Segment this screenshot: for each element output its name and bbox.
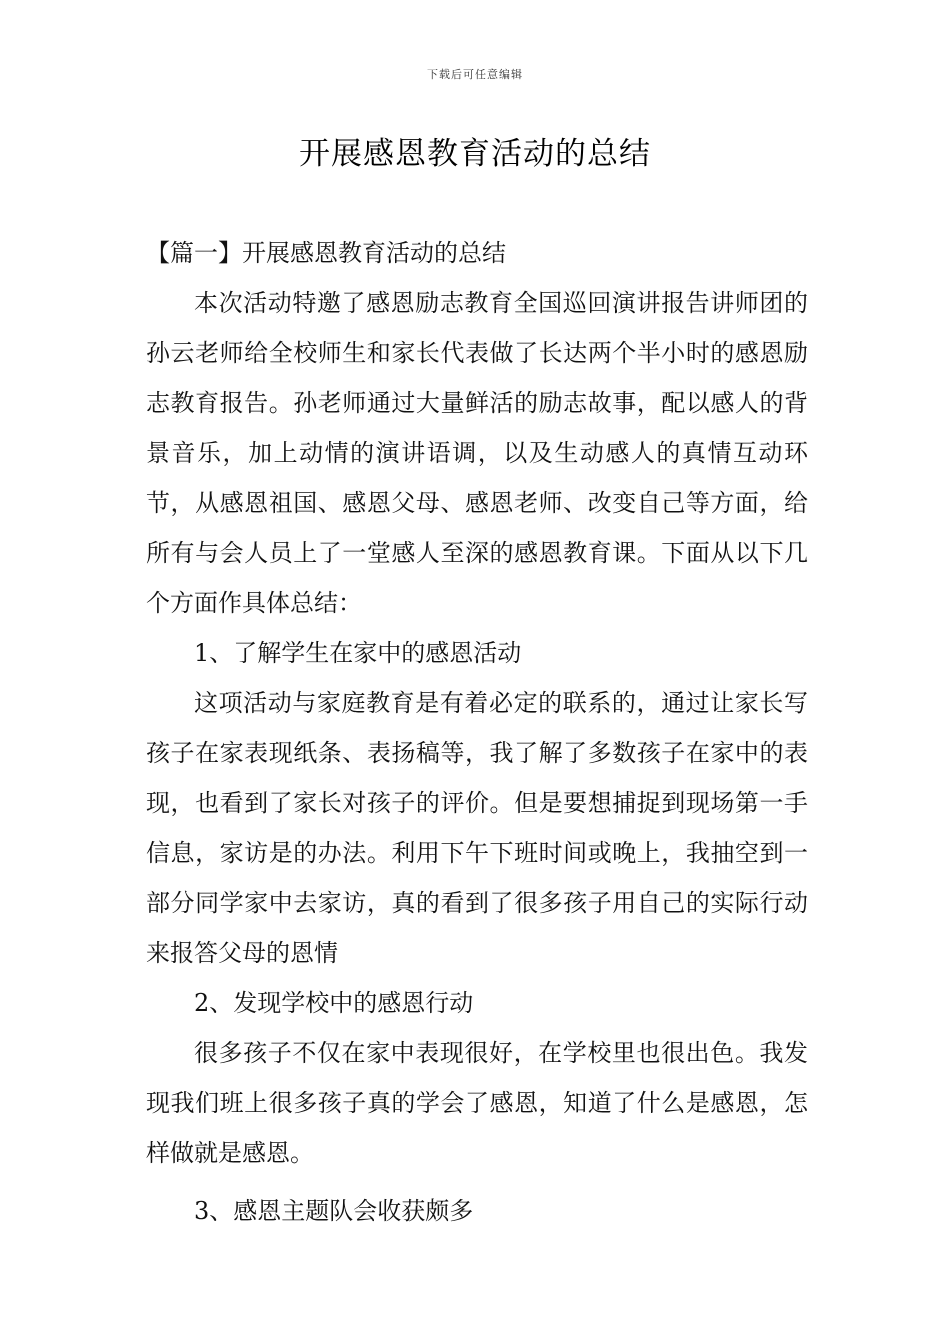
heading-1: 1、了解学生在家中的感恩活动	[194, 639, 522, 667]
body-paragraph-2: 很多孩子不仅在家中表现很好，在学校里也很出色。我发现我们班上很多孩子真的学会了感恩，知道了什么是感恩，怎样做就是感恩。	[146, 1039, 808, 1167]
section-label: 【篇一】开展感恩教育活动的总结	[146, 239, 506, 267]
body-paragraph-1: 这项活动与家庭教育是有着必定的联系的，通过让家长写孩子在家表现纸条、表扬稿等，我了解了多数孩子在家中的表现，也看到了家长对孩子的评价。但是要想捕捉到现场第一手信息，家访是的办法。利用下午下班时间或晚上，我抽空到一部分同学家中去家访，真的看到了很多孩子用自己的实际行动来报答父母的恩情	[146, 689, 808, 967]
intro-paragraph: 本次活动特邀了感恩励志教育全国巡回演讲报告讲师团的孙云老师给全校师生和家长代表做了长达两个半小时的感恩励志教育报告。孙老师通过大量鲜活的励志故事，配以感人的背景音乐，加上动情的演讲语调，以及生动感人的真情互动环节，从感恩祖国、感恩父母、感恩老师、改变自己等方面，给所有与会人员上了一堂感人至深的感恩教育课。下面从以下几个方面作具体总结：	[146, 289, 808, 617]
document-title: 开展感恩教育活动的总结	[299, 136, 651, 172]
header-note: 下载后可任意编辑	[427, 68, 523, 81]
heading-2: 2、发现学校中的感恩行动	[194, 989, 474, 1017]
document-body	[146, 228, 808, 1236]
heading-3: 3、感恩主题队会收获颇多	[194, 1197, 474, 1225]
